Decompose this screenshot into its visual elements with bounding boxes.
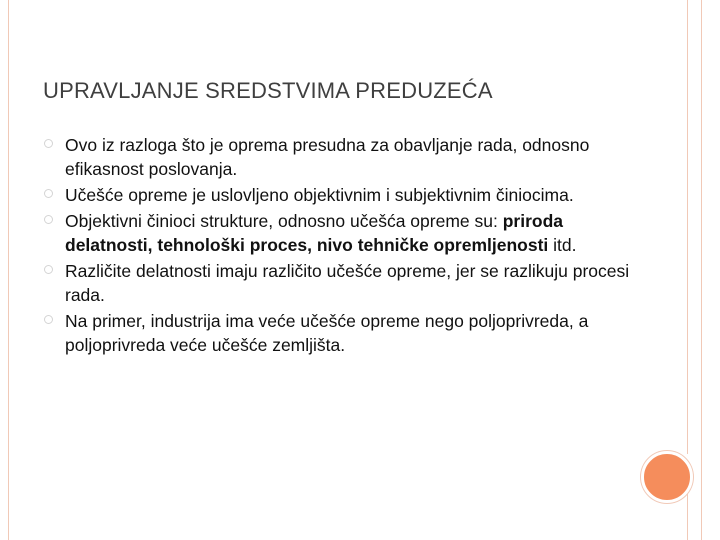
bullet-text-prefix: Objektivni činioci strukture, odnosno učešća opreme su: bbox=[65, 211, 503, 231]
bullet-circle-icon bbox=[44, 315, 53, 324]
bullet-circle-icon bbox=[44, 215, 53, 224]
decorative-rule-lower bbox=[687, 492, 688, 540]
bullet-item-3 bbox=[43, 209, 643, 257]
bullet-item-2 bbox=[43, 183, 643, 207]
bullet-circle-icon bbox=[44, 265, 53, 274]
bullet-text: Različite delatnosti imaju različito učešće opreme, jer se razlikuju procesi rada. bbox=[65, 261, 630, 305]
bullet-list bbox=[43, 133, 643, 359]
bullet-text: Učešće opreme je uslovljeno objektivnim i subjektivnim činiocima. bbox=[65, 185, 574, 205]
bullet-item-1 bbox=[43, 133, 643, 181]
decorative-rule-upper bbox=[687, 0, 688, 454]
bullet-circle-icon bbox=[44, 139, 53, 148]
bullet-text-suffix: itd. bbox=[548, 235, 577, 255]
bullet-text: Ovo iz razloga što je oprema presudna za obavljanje rada, odnosno efikasnost poslovanja. bbox=[65, 135, 590, 179]
bullet-item-4 bbox=[43, 259, 643, 307]
bullet-text-bold: priroda delatnosti, tehnološki proces, nivo tehničke opremljenosti bbox=[65, 211, 564, 255]
bullet-circle-icon bbox=[44, 189, 53, 198]
slide-title: UPRAVLJANJE SREDSTVIMA PREDUZEĆA bbox=[43, 78, 493, 103]
bullet-text: Na primer, industrija ima veće učešće opreme nego poljoprivreda, a poljoprivreda veće učešće zemljišta. bbox=[65, 311, 589, 355]
accent-circle bbox=[641, 451, 693, 503]
bullet-item-5 bbox=[43, 309, 643, 357]
